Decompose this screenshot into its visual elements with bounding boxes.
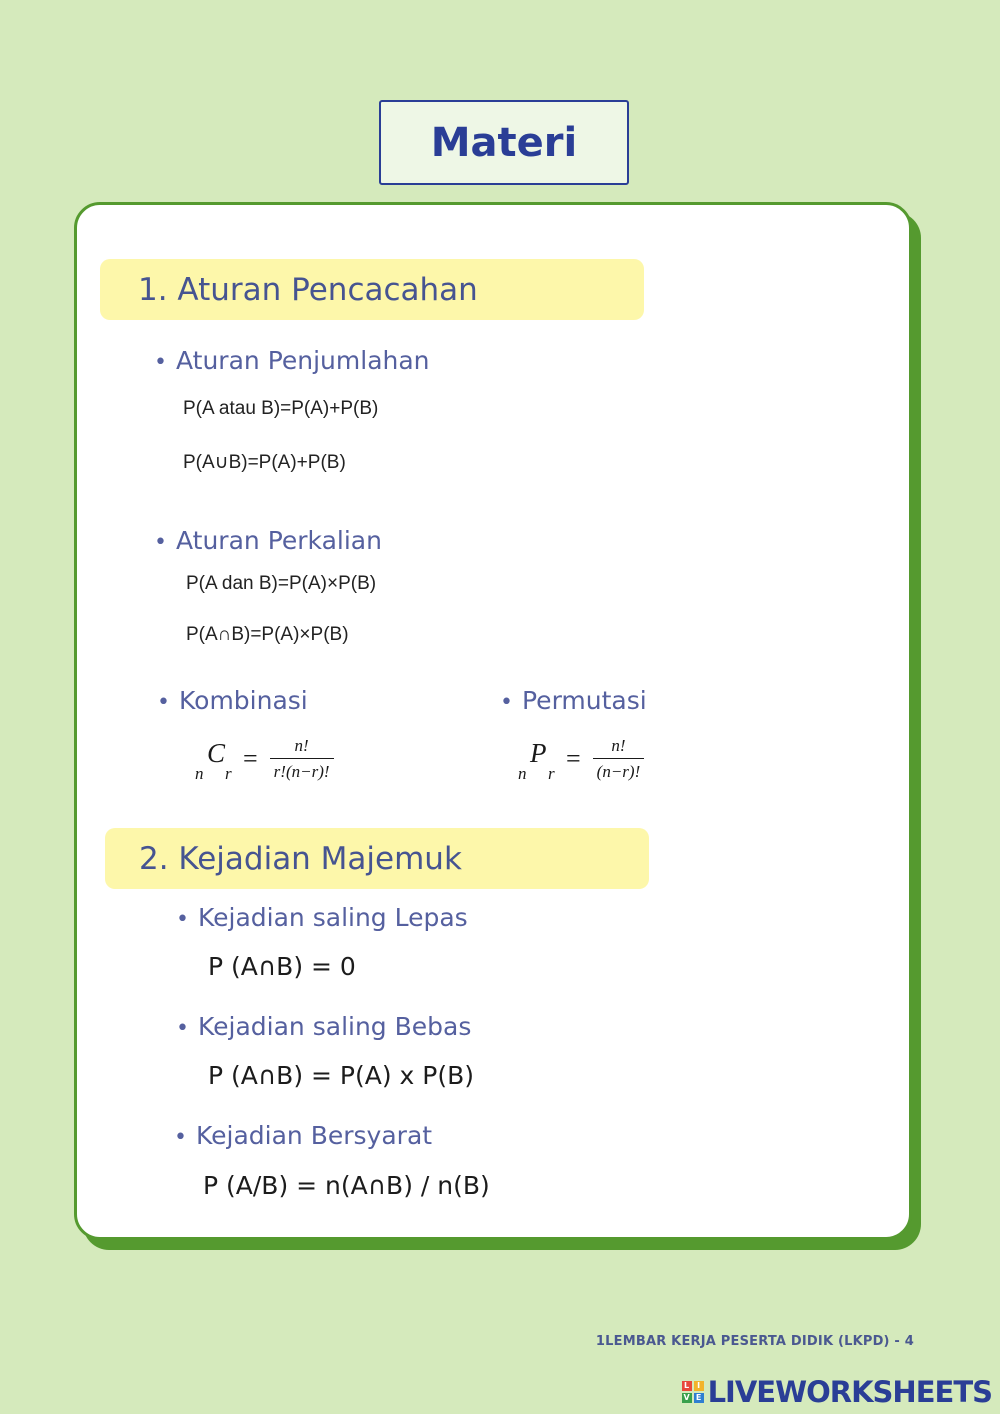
formula-penjumlahan-1: P(A atau B)=P(A)+P(B) <box>183 398 379 419</box>
logo-letter: L <box>682 1381 692 1391</box>
logo-letter: E <box>694 1393 704 1403</box>
bullet-label: Aturan Perkalian <box>176 526 382 555</box>
bullet-label: Aturan Penjumlahan <box>176 346 430 375</box>
kombinasi-symbol: C <box>207 738 226 768</box>
permutasi-subscript-n: n <box>518 764 527 783</box>
bullet-dot-icon: • <box>157 690 170 715</box>
bullet-dot-icon: • <box>176 907 189 932</box>
liveworksheets-logo-icon <box>682 1381 704 1403</box>
bullet-kejadian-saling-lepas <box>176 903 468 932</box>
bullet-kejadian-bersyarat <box>174 1121 432 1150</box>
permutasi-denominator: (n−r)! <box>593 758 645 782</box>
formula-penjumlahan-2: P(A∪B)=P(A)+P(B) <box>183 452 346 473</box>
formula-bersyarat: P (A/B) = n(A∩B) / n(B) <box>203 1171 490 1200</box>
bullet-label: Kombinasi <box>179 686 308 715</box>
bullet-label: Permutasi <box>522 686 647 715</box>
kombinasi-lhs <box>195 734 243 784</box>
formula-saling-bebas: P (A∩B) = P(A) x P(B) <box>208 1061 475 1090</box>
page-title: Materi <box>430 119 578 166</box>
liveworksheets-brand[interactable] <box>682 1375 992 1409</box>
page-footer: 1LEMBAR KERJA PESERTA DIDIK (LKPD) - 4 <box>595 1334 914 1349</box>
bullet-permutasi <box>500 686 647 715</box>
permutasi-numerator: n! <box>611 736 626 755</box>
section-heading-label: 1. Aturan Pencacahan <box>138 271 478 308</box>
kombinasi-fraction <box>270 736 334 782</box>
formula-permutasi <box>518 734 644 784</box>
permutasi-symbol: P <box>530 738 547 768</box>
section-heading-kejadian-majemuk <box>105 828 649 889</box>
permutasi-fraction <box>593 736 645 782</box>
section-heading-aturan-pencacahan <box>100 259 644 320</box>
bullet-dot-icon: • <box>154 530 167 555</box>
logo-letter: V <box>683 1393 690 1402</box>
bullet-label: Kejadian Bersyarat <box>196 1121 433 1150</box>
bullet-kejadian-saling-bebas <box>176 1012 471 1041</box>
bullet-dot-icon: • <box>154 350 167 375</box>
formula-saling-lepas: P (A∩B) = 0 <box>208 952 356 981</box>
kombinasi-subscript-n: n <box>195 764 204 783</box>
formula-perkalian-2: P(A∩B)=P(A)×P(B) <box>186 624 349 645</box>
bullet-kombinasi <box>157 686 308 715</box>
section-heading-label: 2. Kejadian Majemuk <box>139 840 462 877</box>
kombinasi-equals: = <box>243 744 258 773</box>
kombinasi-denominator: r!(n−r)! <box>270 758 334 782</box>
kombinasi-subscript-r: r <box>225 764 232 783</box>
permutasi-subscript-r: r <box>548 764 555 783</box>
logo-letter: I <box>694 1381 704 1391</box>
bullet-dot-icon: • <box>174 1125 187 1150</box>
bullet-dot-icon: • <box>176 1016 189 1041</box>
bullet-aturan-perkalian <box>154 526 382 555</box>
liveworksheets-wordmark: LIVEWORKSHEETS <box>707 1375 992 1409</box>
bullet-label: Kejadian saling Bebas <box>198 1012 472 1041</box>
title-box <box>379 100 629 185</box>
kombinasi-numerator: n! <box>294 736 309 755</box>
bullet-aturan-penjumlahan <box>154 346 430 375</box>
bullet-dot-icon: • <box>500 690 513 715</box>
permutasi-lhs <box>518 734 566 784</box>
permutasi-equals: = <box>566 744 581 773</box>
formula-kombinasi <box>195 734 334 784</box>
bullet-label: Kejadian saling Lepas <box>198 903 468 932</box>
formula-perkalian-1: P(A dan B)=P(A)×P(B) <box>186 573 377 594</box>
